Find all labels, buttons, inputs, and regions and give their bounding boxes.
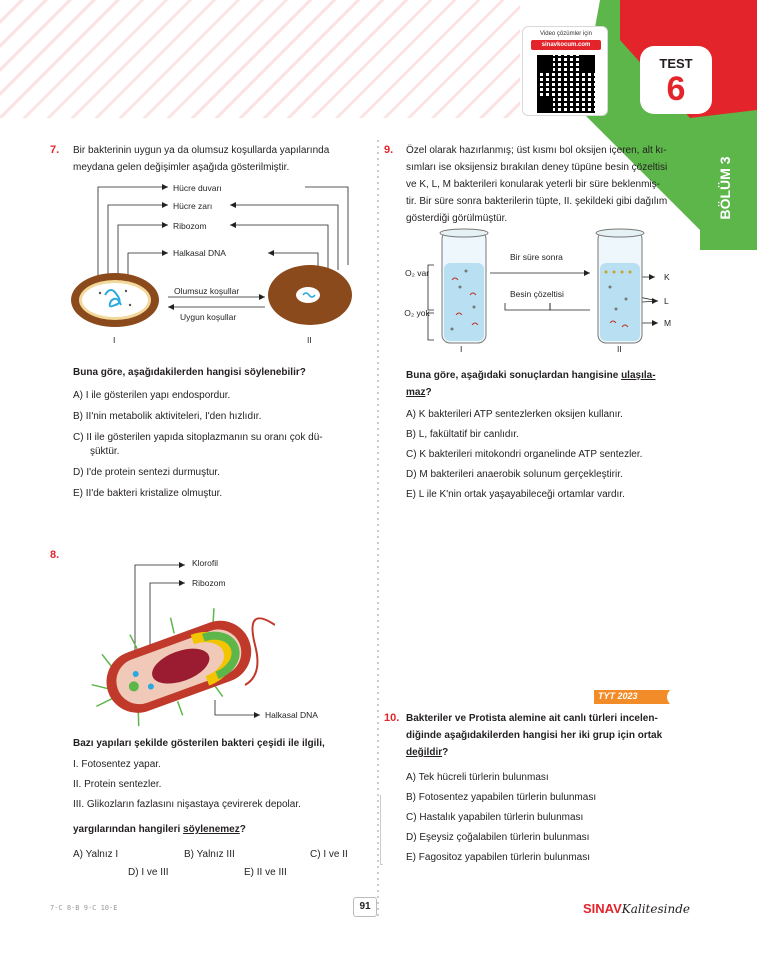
option-key: A) (406, 409, 416, 420)
option-text: Hastalık yapabilen türlerin bulunması (419, 812, 584, 823)
q8-stem: Bazı yapıları şekilde gösterilen bakteri çeşidi ile ilgili, (73, 738, 325, 749)
q9-stem-line: ve K, L, M bakterileri konularak yeterli bir süre beklenmiş- (406, 179, 660, 190)
q7-stem (73, 142, 373, 176)
q7-option-b[interactable] (73, 410, 373, 431)
q10-option-d[interactable] (406, 831, 706, 851)
q7-label-ribosome: Ribozom (173, 221, 207, 231)
option-key: D) (406, 832, 417, 843)
q8-item: I. Fotosentez yapar. (73, 759, 161, 770)
q8-option-b[interactable]: B) Yalnız III (184, 849, 235, 860)
q9-question-emphasis: ulaşıla- (621, 370, 656, 381)
tyt-badge: TYT 2023 (598, 691, 638, 701)
option-key: E) (406, 489, 416, 500)
q9-question (406, 367, 696, 401)
brand-logo-script: Kalitesinde (621, 902, 690, 916)
option-text: Fagositoz yapabilen türlerin bulunması (418, 852, 590, 863)
q7-number: 7. (50, 144, 60, 156)
q9-stem-line: Özel olarak hazırlanmış; üst kısmı bol oksijen içeren, alt kı- (406, 145, 667, 156)
q9-option-e[interactable] (406, 488, 701, 508)
q9-label-o2-present: O₂ var (404, 268, 430, 278)
brand-logo (583, 901, 690, 916)
q10-option-b[interactable] (406, 791, 706, 811)
option-text: L ile K'nin ortak yaşayabileceği ortamlar vardır. (418, 489, 625, 500)
q10-stem (406, 710, 706, 761)
q9-question-mark: ? (425, 387, 432, 398)
q8-label-dna: Halkasal DNA (265, 710, 318, 720)
q8-option-d[interactable]: D) I ve III (128, 867, 169, 878)
option-key: E) (73, 488, 83, 499)
option-key: C) (406, 812, 417, 823)
option-key: A) (73, 390, 83, 401)
q7-label-i: I (113, 335, 116, 345)
option-text: M bakterileri anaerobik solunum gerçekleştirir. (419, 469, 623, 480)
q9-option-c[interactable] (406, 448, 701, 468)
q10-option-c[interactable] (406, 811, 706, 831)
q7-option-c[interactable] (73, 431, 373, 466)
option-key: C) (73, 432, 84, 443)
q8-diagram (85, 555, 275, 730)
option-text: K bakterileri ATP sentezlerken oksijen kullanır. (418, 409, 623, 420)
q7-label-adverse: Olumsuz koşullar (174, 286, 240, 296)
q8-question (73, 821, 246, 838)
q8-question-emphasis: söylenemez (183, 824, 240, 835)
brand-logo-main: SINAV (583, 901, 622, 916)
test-number: 6 (666, 70, 686, 108)
q8-question-mark: ? (239, 824, 246, 835)
q9-option-a[interactable] (406, 408, 701, 428)
q9-label-i: I (460, 344, 463, 354)
option-text: Fotosentez yapabilen türlerin bulunması (418, 792, 597, 803)
q9-option-d[interactable] (406, 468, 701, 488)
q9-label-solution: Besin çözeltisi (510, 289, 564, 299)
section-label: BÖLÜM 3 (717, 156, 733, 220)
q7-question: Buna göre, aşağıdakilerden hangisi söylenebilir? (73, 367, 306, 378)
option-text: I'de protein sentezi durmuştur. (86, 467, 220, 478)
q7-label-ii: II (307, 335, 312, 345)
q10-number: 10. (384, 712, 400, 724)
option-key: B) (406, 429, 416, 440)
q7-label-membrane: Hücre zarı (173, 201, 213, 211)
q9-stem-line: gösterdiği görülmüştür. (406, 213, 508, 224)
q7-option-d[interactable] (73, 466, 373, 487)
q10-option-e[interactable] (406, 851, 706, 871)
q9-label-ii: II (617, 344, 622, 354)
q9-question-emphasis: maz (406, 387, 426, 398)
q8-item: II. Protein sentezler. (73, 779, 162, 790)
option-key: C) (406, 449, 417, 460)
q8-option-a[interactable]: A) Yalnız I (73, 849, 119, 860)
q9-label-o2-absent: O₂ yok (404, 308, 430, 318)
option-text: II'nin metabolik aktiviteleri, I'den hızlıdır. (85, 411, 262, 422)
q9-stem-line: sımları ise oksijensiz bırakılan deney tüpüne besin çözeltisi (406, 162, 668, 173)
option-key: D) (73, 467, 84, 478)
q9-question-text: Buna göre, aşağıdaki sonuçlardan hangisine (406, 370, 622, 381)
q7-option-a[interactable] (73, 389, 373, 410)
q7-stem-line: Bir bakterinin uygun ya da olumsuz koşullarda yapılarında (73, 145, 330, 156)
option-text: K bakterileri mitokondri organelinde ATP sentezler. (419, 449, 643, 460)
option-key: B) (73, 411, 83, 422)
q7-label-dna: Halkasal DNA (173, 248, 226, 258)
option-key: E) (406, 852, 416, 863)
answer-key: 7-C 8-B 9-C 10-E (50, 904, 118, 912)
option-text: II'de bakteri kristalize olmuştur. (85, 488, 223, 499)
q9-label-k: K (664, 272, 670, 282)
q8-label-chlorophyll: Klorofil (192, 558, 218, 568)
q8-question-text: yargılarından hangileri (73, 824, 184, 835)
q8-option-e[interactable]: E) II ve III (244, 867, 287, 878)
q7-option-e[interactable] (73, 487, 373, 508)
q9-label-l: L (664, 296, 669, 306)
q7-options (73, 389, 373, 508)
q8-number: 8. (50, 549, 60, 561)
test-label: TEST (659, 56, 693, 71)
option-text: Eşeysiz çoğalabilen türlerin bulunması (419, 832, 590, 843)
option-text: Tek hücreli türlerin bulunması (418, 772, 549, 783)
option-text: II ile gösterilen yapıda sitoplazmanın su oranı çok dü- (86, 432, 323, 443)
q10-stem-emphasis: değildir (406, 747, 443, 758)
option-key: B) (406, 792, 416, 803)
qr-site[interactable]: sinavkocum.com (531, 40, 601, 50)
q7-diagram (60, 175, 370, 350)
option-text: I ile gösterilen yapı endospordur. (85, 390, 231, 401)
q8-item: III. Glikozların fazlasını nişastaya çevirerek depolar. (73, 799, 301, 810)
q9-option-b[interactable] (406, 428, 701, 448)
q7-stem-line: meydana gelen değişimler aşağıda gösterilmiştir. (73, 162, 290, 173)
q7-label-wall: Hücre duvarı (173, 183, 222, 193)
q9-number: 9. (384, 144, 394, 156)
qr-caption: Video çözümler için (540, 31, 592, 37)
q10-stem-line: Bakteriler ve Protista alemine ait canlı türleri incelen- (406, 713, 658, 724)
q9-diagram (400, 225, 690, 350)
q10-bracket (380, 795, 383, 865)
q9-label-after: Bir süre sonra (510, 252, 563, 262)
page-number: 91 (353, 897, 377, 917)
q9-label-m: M (664, 318, 672, 328)
option-text: L, fakültatif bir canlıdır. (418, 429, 519, 440)
q10-options (406, 771, 706, 871)
option-key: A) (406, 772, 416, 783)
q9-stem-line: tir. Bir süre sonra bakterilerin tüpte, II. şekildeki gibi dağılım (406, 196, 668, 207)
q8-items (73, 758, 301, 818)
q10-option-a[interactable] (406, 771, 706, 791)
qr-panel (522, 26, 608, 116)
header-pattern (0, 0, 520, 118)
q8-option-c[interactable]: C) I ve II (310, 849, 348, 860)
q9-stem (406, 142, 701, 227)
qr-code-icon[interactable] (537, 55, 595, 113)
q8-label-ribosome: Ribozom (192, 578, 226, 588)
q7-label-favorable: Uygun koşullar (180, 312, 237, 322)
q10-stem-line: diğinde aşağıdakilerden hangisi her iki grup için ortak (406, 730, 663, 741)
q10-stem-mark: ? (442, 747, 449, 758)
q9-options (406, 408, 701, 508)
option-key: D) (406, 469, 417, 480)
option-text: şüktür. (90, 446, 120, 457)
